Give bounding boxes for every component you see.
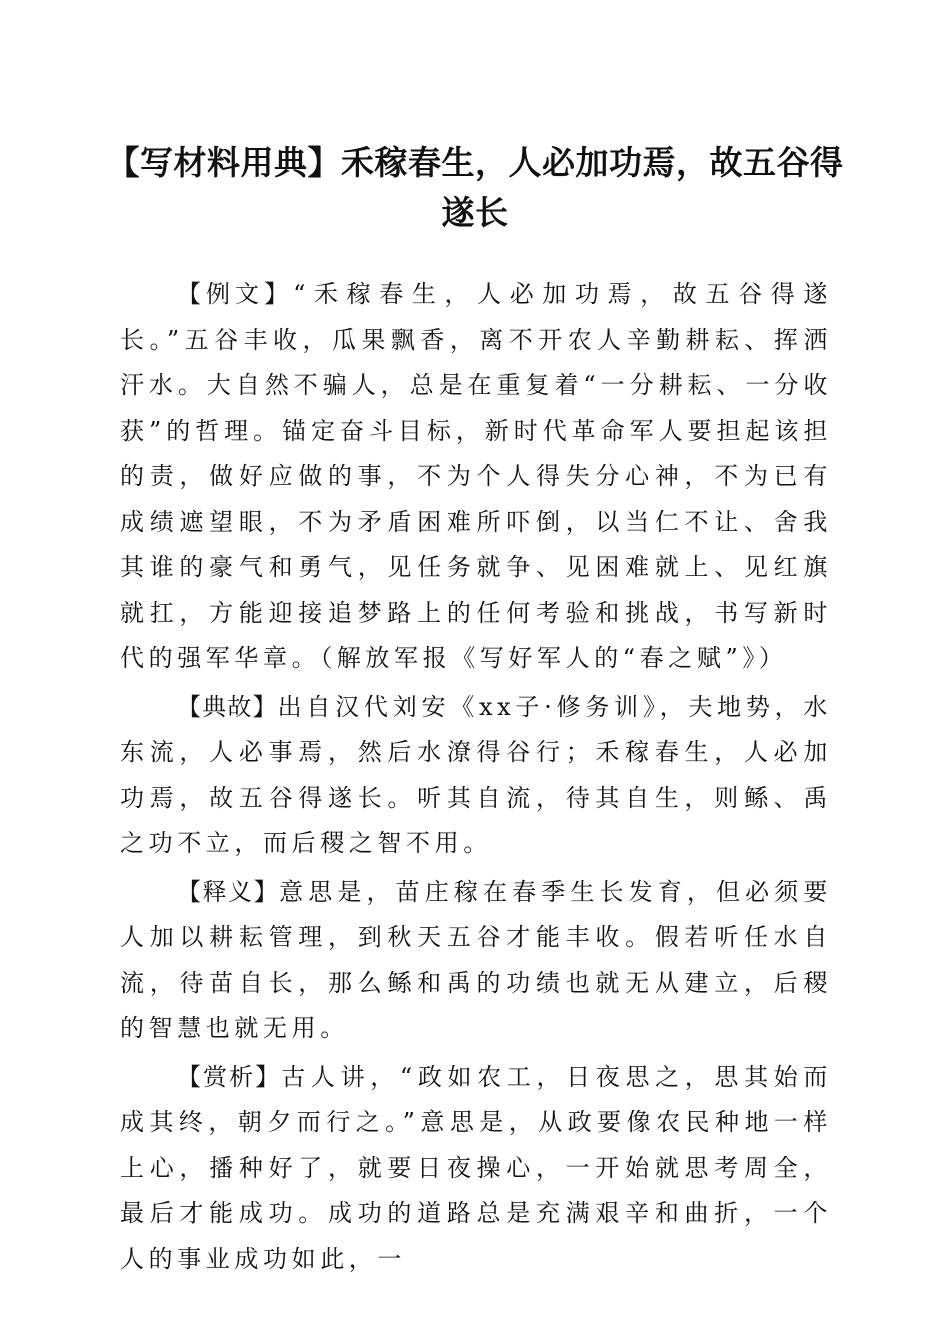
paragraph-tag: 【典故】 — [177, 692, 278, 721]
document-body — [120, 272, 832, 1285]
paragraph-example — [120, 272, 832, 682]
paragraph-appreciation — [120, 1055, 832, 1283]
paragraph-text: 意思是，苗庄稼在春季生长发育，但必须要人加以耕耘管理，到秋天五谷才能丰收。假若听任水自流，待苗自长，那么鲧和禹的功绩也就无从建立，后稷的智慧也就无用。 — [120, 877, 832, 1042]
paragraph-text: 出自汉代刘安《xx子·修务训》，夫地势，水东流，人必事焉，然后水潦得谷行；禾稼春生，人必加功焉，故五谷得遂长。听其自流，待其自生，则鲧、禹之功不立，而后稷之智不用。 — [120, 692, 833, 857]
paragraph-tag: 【赏析】 — [177, 1062, 282, 1091]
paragraph-text: “禾稼春生，人必加功焉，故五谷得遂长。”五谷丰收，瓜果飘香，离不开农人辛勤耕耘、挥洒汗水。大自然不骗人，总是在重复着“一分耕耘、一分收获”的哲理。锚定奋斗目标，新时代革命军人要担起该担的责，做好应做的事，不为个人得失分心神，不为已有成绩遮望眼，不为矛盾困难所吓倒，以当仁不让、舍我其谁的豪气和勇气，见任务就争、见困难就上、见红旗就扛，方能迎接追梦路上的任何考验和挑战，书写新时代的强军华章。（解放军报《写好军人的“春之赋”》） — [120, 280, 833, 672]
paragraph-text: 古人讲，“政如农工，日夜思之，思其始而成其终，朝夕而行之。”意思是，从政要像农民种地一样上心，播种好了，就要日夜操心，一开始就思考周全，最后才能成功。成功的道路总是充满艰辛和曲折，一个人的事业成功如此，一 — [120, 1062, 833, 1273]
paragraph-meaning — [120, 870, 832, 1052]
paragraph-tag: 【例文】 — [177, 280, 294, 308]
document-title: 【写材料用典】禾稼春生，人必加功焉，故五谷得遂长 — [106, 143, 844, 232]
paragraph-allusion — [120, 685, 832, 867]
paragraph-tag: 【释义】 — [177, 877, 280, 906]
